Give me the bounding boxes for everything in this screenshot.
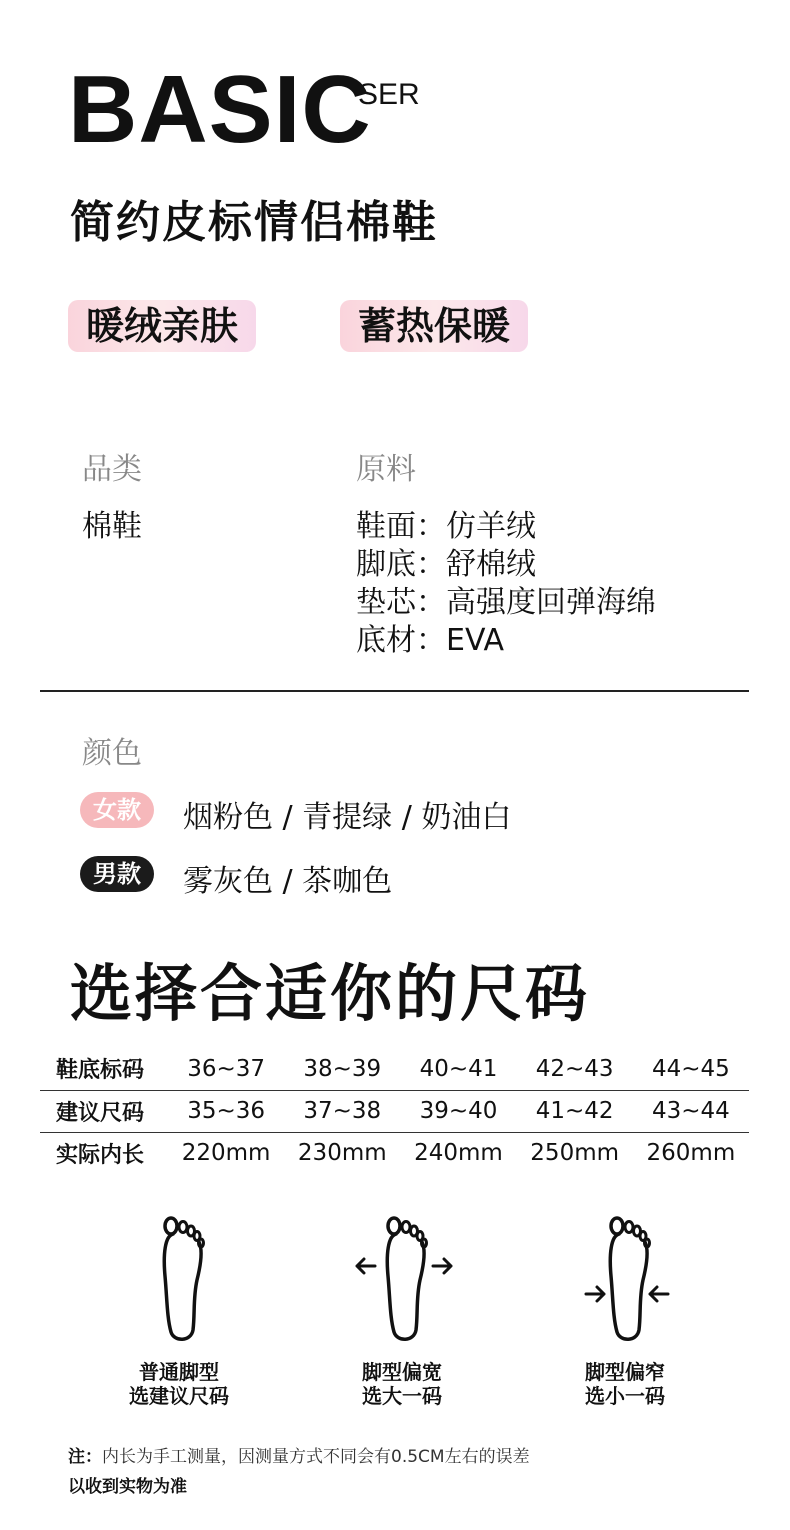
- foot-normal-caption-2: 选建议尺码: [129, 1384, 229, 1408]
- section-divider: [40, 690, 749, 692]
- size-heading: 选择合适你的尺码: [70, 957, 591, 1030]
- table-row: [40, 1090, 749, 1132]
- row-header: 鞋底标码: [40, 1048, 168, 1090]
- table-cell: 220mm: [181, 1140, 271, 1167]
- material-upper: 鞋面：仿羊绒: [356, 509, 536, 544]
- table-cell: 37~38: [284, 1090, 400, 1132]
- product-subtitle: 简约皮标情侣棉鞋: [70, 197, 438, 248]
- table-row: [40, 1048, 749, 1090]
- color-label: 颜色: [82, 736, 142, 771]
- table-cell: 41~42: [517, 1090, 633, 1132]
- foot-wide-caption-1: 脚型偏宽: [362, 1360, 442, 1384]
- table-cell: 39~40: [400, 1090, 516, 1132]
- category-value: 棉鞋: [82, 509, 142, 544]
- table-cell: 42~43: [517, 1048, 633, 1090]
- foot-normal-caption-1: 普通脚型: [139, 1360, 219, 1384]
- feature-tag-heat-retention: 蓄热保暖: [340, 300, 528, 352]
- foot-narrow-icon: [560, 1214, 690, 1350]
- foot-guide-narrow: [550, 1214, 700, 1408]
- material-insole: 垫芯：高强度回弹海绵: [356, 585, 656, 620]
- foot-wide-caption-2: 选大一码: [362, 1384, 442, 1408]
- table-cell: 260mm: [646, 1140, 736, 1167]
- table-cell: 40~41: [400, 1048, 516, 1090]
- brand-title: BASIC: [68, 56, 372, 163]
- table-cell: 35~36: [168, 1090, 284, 1132]
- note-line-1: 内长为手工测量，因测量方式不同会有0.5CM左右的误差: [102, 1447, 530, 1467]
- material-label: 原料: [356, 452, 416, 487]
- row-header: 建议尺码: [40, 1090, 168, 1132]
- foot-guide-wide: [327, 1214, 477, 1408]
- row-header: 实际内长: [56, 1142, 145, 1168]
- table-cell: 44~45: [633, 1048, 749, 1090]
- female-badge: 女款: [80, 792, 154, 828]
- female-colors: 烟粉色 / 青提绿 / 奶油白: [183, 800, 512, 835]
- material-outsole: 底材：EVA: [356, 623, 505, 658]
- table-cell: 38~39: [284, 1048, 400, 1090]
- brand-superscript: SER: [358, 78, 420, 111]
- table-cell: 36~37: [168, 1048, 284, 1090]
- feature-tag-warm-soft: 暖绒亲肤: [68, 300, 256, 352]
- male-badge: 男款: [80, 856, 154, 892]
- table-cell: 230mm: [297, 1140, 387, 1167]
- brand-header: [68, 56, 420, 163]
- category-label: 品类: [82, 452, 142, 487]
- foot-narrow-caption-2: 选小一码: [585, 1384, 665, 1408]
- measurement-note: [68, 1442, 530, 1467]
- table-cell: 250mm: [530, 1140, 620, 1167]
- size-table: [40, 1048, 749, 1174]
- foot-narrow-caption-1: 脚型偏窄: [585, 1360, 665, 1384]
- note-prefix: 注：: [68, 1447, 102, 1467]
- table-cell: 43~44: [633, 1090, 749, 1132]
- material-footbed: 脚底：舒棉绒: [356, 547, 536, 582]
- foot-normal-icon: [119, 1214, 239, 1350]
- foot-guide-normal: [104, 1214, 254, 1408]
- note-line-2: 以收到实物为准: [68, 1477, 187, 1497]
- foot-wide-icon: [337, 1214, 467, 1350]
- table-row: [40, 1132, 749, 1174]
- male-colors: 雾灰色 / 茶咖色: [183, 864, 393, 899]
- table-cell: 240mm: [414, 1140, 503, 1167]
- note-line-2-container: [68, 1472, 187, 1497]
